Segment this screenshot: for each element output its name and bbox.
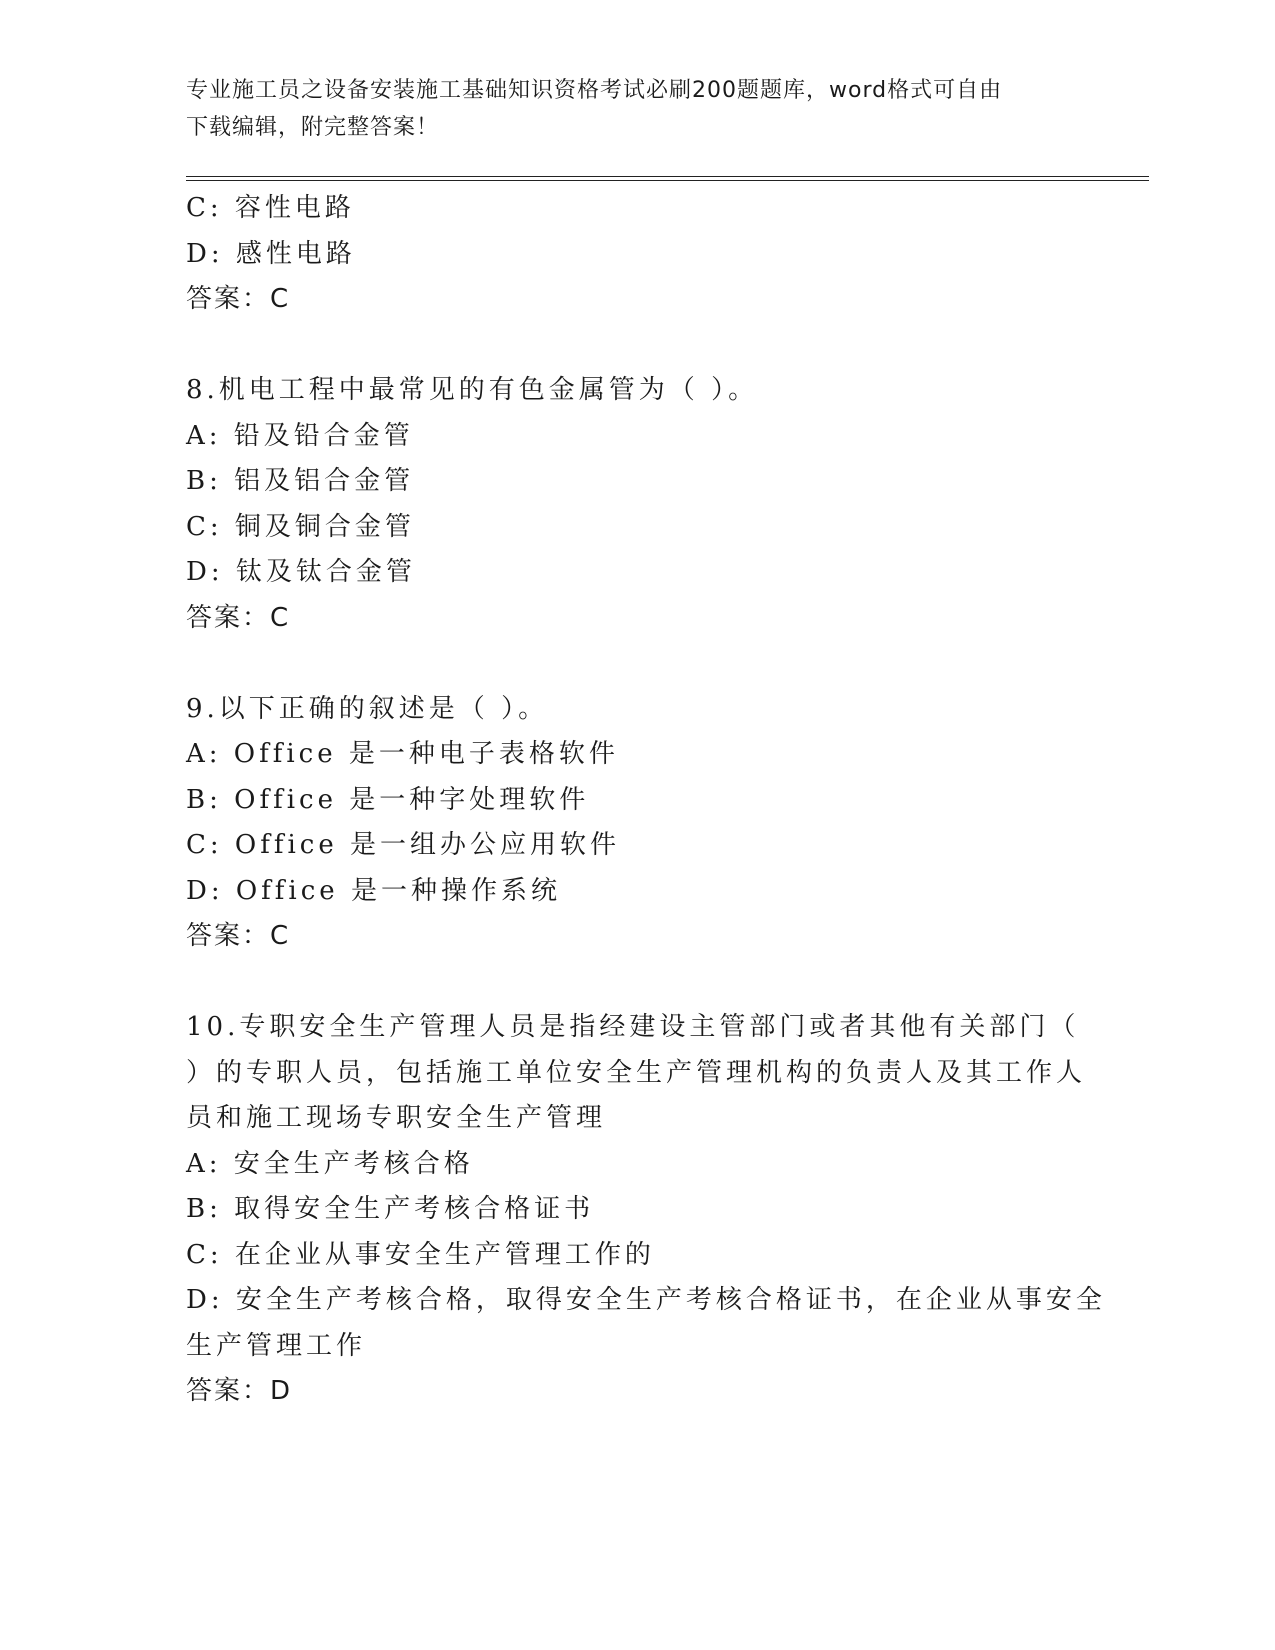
option-d: D: 安全生产考核合格，取得安全生产考核合格证书，在企业从事安全 (186, 1285, 1106, 1315)
option-c: C: 在企业从事安全生产管理工作的 (186, 1239, 655, 1270)
option-b: B: 取得安全生产考核合格证书 (186, 1194, 595, 1224)
option-d: D: 钛及钛合金管 (186, 557, 416, 587)
spacer (186, 960, 1086, 1006)
document-body (186, 186, 1106, 1415)
option-b: B: 铝及铝合金管 (186, 466, 415, 496)
option-b: B: Office 是一种字处理软件 (186, 784, 590, 815)
answer: 答案：C (186, 284, 291, 314)
question-text-line-1: 10.专职安全生产管理人员是指经建设主管部门或者其他有关部门（ (186, 1012, 1080, 1042)
option-d-continued: 生产管理工作 (186, 1330, 367, 1361)
header-rule-bottom (186, 180, 1149, 181)
answer: 答案：C (186, 921, 291, 951)
option-d: D: 感性电路 (186, 238, 356, 269)
option-d: D: Office 是一种操作系统 (186, 875, 561, 906)
answer: 答案：D (186, 1376, 293, 1406)
option-a: A: Office 是一种电子表格软件 (186, 739, 619, 769)
option-c: C: 容性电路 (186, 193, 355, 223)
spacer (186, 641, 1086, 687)
option-a: A: 安全生产考核合格 (186, 1148, 474, 1179)
question-text: 8.机电工程中最常见的有色金属管为（ ）。 (186, 375, 759, 405)
option-c: C: Office 是一组办公应用软件 (186, 830, 621, 860)
option-a: A: 铅及铅合金管 (186, 420, 414, 451)
question-text-line-3: 员和施工现场专职安全生产管理 (186, 1103, 607, 1133)
option-c: C: 铜及铜合金管 (186, 511, 415, 542)
document-header (186, 72, 1086, 146)
header-rule-top (186, 176, 1149, 177)
header-line-2: 下载编辑，附完整答案！ (186, 115, 440, 140)
question-text: 9.以下正确的叙述是（ ）。 (186, 693, 549, 724)
header-line-1: 专业施工员之设备安装施工基础知识资格考试必刷200题题库，word格式可自由 (186, 78, 1003, 103)
question-7-tail (186, 186, 1086, 323)
question-10 (186, 1005, 1106, 1415)
question-text-line-2: ）的专职人员，包括施工单位安全生产管理机构的负责人及其工作人 (186, 1057, 1087, 1088)
answer: 答案：C (186, 602, 291, 633)
question-8 (186, 368, 1086, 641)
question-9 (186, 687, 1086, 960)
spacer (186, 323, 1086, 369)
